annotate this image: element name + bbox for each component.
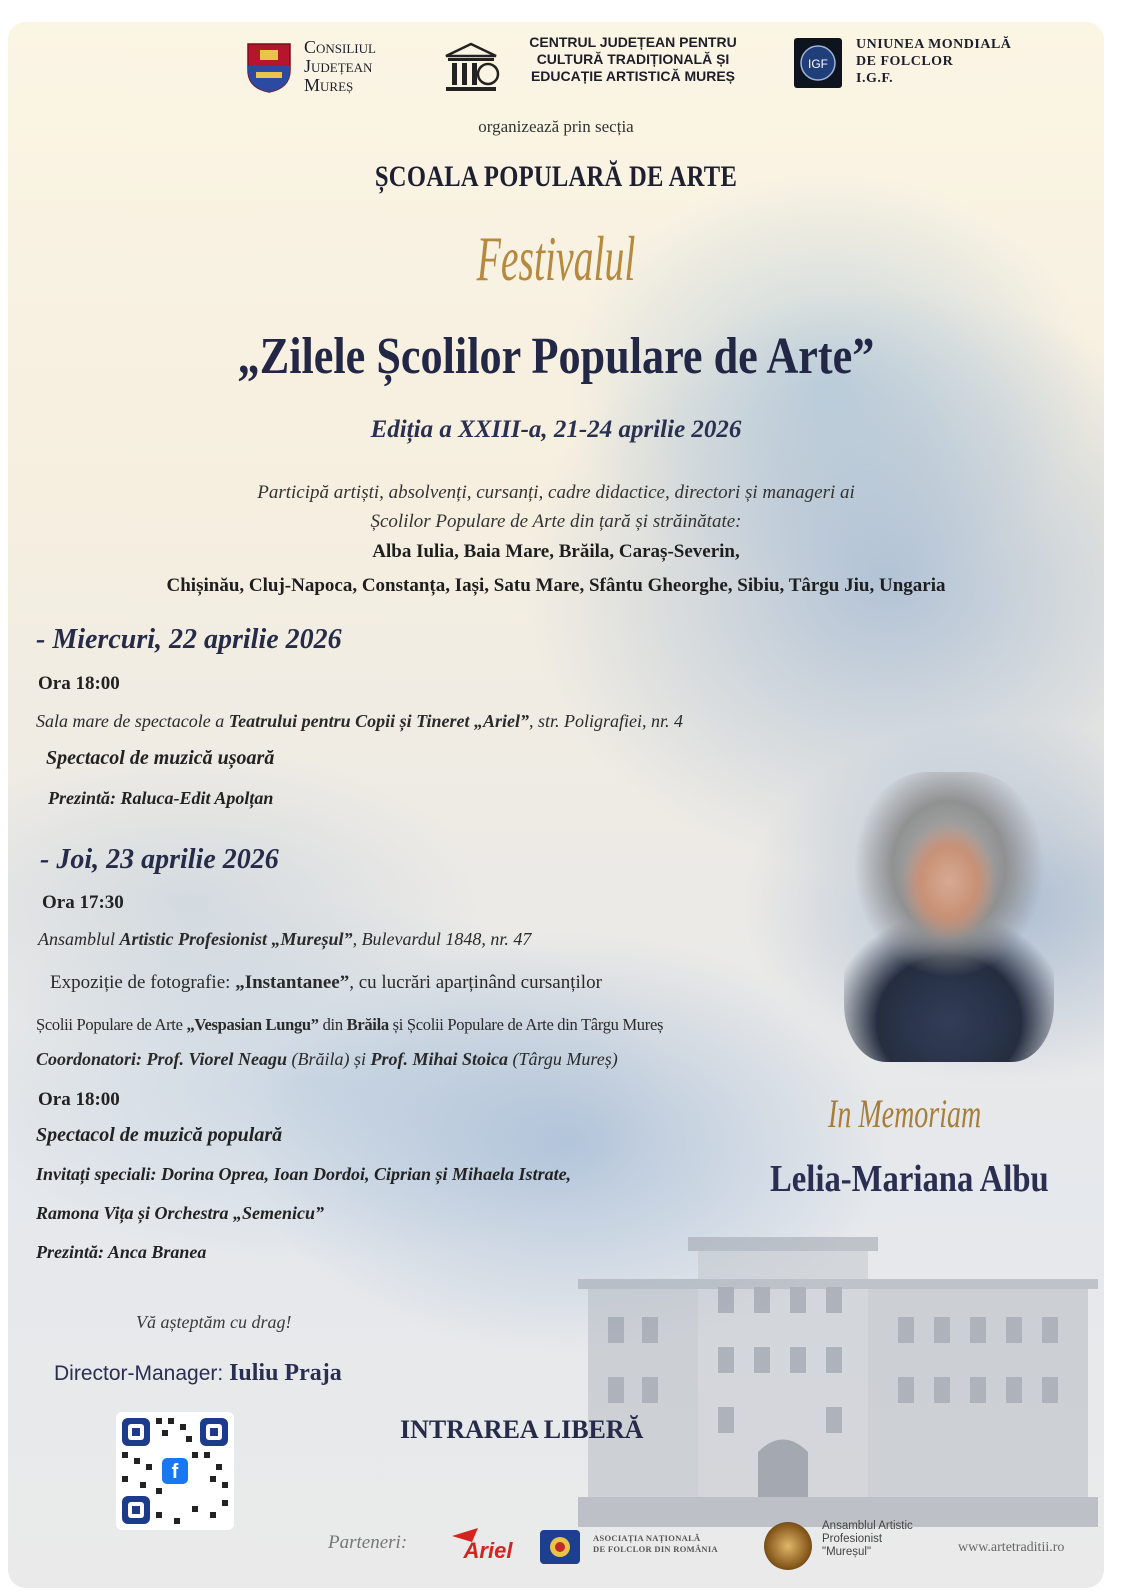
day1-venue-address: , str. Poligrafiei, nr. 4 xyxy=(529,711,684,731)
day2-guests-line-1: Invitați speciali: Dorina Oprea, Ioan Dordoi, Ciprian și Mihaela Istrate, xyxy=(36,1164,572,1184)
day1-time: Ora 18:00 xyxy=(38,673,120,694)
cultural-center-line: CULTURĂ TRADIȚIONALĂ ȘI xyxy=(536,51,730,67)
director-line xyxy=(54,1360,342,1387)
cultural-center-line: EDUCAȚIE ARTISTICĂ MUREȘ xyxy=(530,68,736,84)
cities-line-1: Alba Iulia, Baia Mare, Brăila, Caraș-Severin, xyxy=(372,541,740,562)
igf-line: UNIUNEA MONDIALĂ xyxy=(856,37,1012,52)
muresul-line: Ansamblul Artistic xyxy=(822,1520,913,1532)
schools-part: Brăila xyxy=(346,1015,389,1034)
ariel-logo-text: Ariel xyxy=(463,1538,513,1563)
participants-line-1: Participă artiști, absolvenți, cursanți, cadre didactice, directori și manageri ai xyxy=(257,482,855,503)
participants-line-2: Școlilor Populare de Arte din țară și străinătate: xyxy=(370,511,742,532)
day1-venue xyxy=(36,711,683,732)
edition-dates: Ediția a XXIII-a, 21-24 aprilie 2026 xyxy=(370,416,742,443)
day2-venue xyxy=(38,929,531,950)
day2-exhibition xyxy=(50,972,602,994)
coordinator-part: (Brăila) și xyxy=(287,1049,371,1069)
county-council-name xyxy=(304,38,376,95)
anf-line: ASOCIAȚIA NAȚIONALĂ xyxy=(593,1533,701,1543)
day2-venue-address: , Bulevardul 1848, nr. 47 xyxy=(352,929,532,949)
ariel-theatre-logo xyxy=(448,1522,528,1566)
director-name: Iuliu Praja xyxy=(229,1360,342,1386)
day1-presenter: Prezintă: Raluca-Edit Apolțan xyxy=(48,788,274,808)
day2-heading: - Joi, 23 aprilie 2026 xyxy=(40,844,279,875)
igf-line: I.G.F. xyxy=(856,71,894,86)
cities-line-2: Chișinău, Cluj-Napoca, Constanța, Iași, Satu Mare, Sfântu Gheorghe, Sibiu, Târgu Jiu, Ungaria xyxy=(166,575,946,596)
anf-line: DE FOLCLOR DIN ROMÂNIA xyxy=(593,1544,718,1554)
day2-show: Spectacol de muzică populară xyxy=(36,1124,283,1146)
school-title: ȘCOALA POPULARĂ DE ARTE xyxy=(374,160,738,193)
festival-label: Festivalul xyxy=(476,223,636,294)
website-link[interactable]: www.artetraditii.ro xyxy=(958,1540,1065,1555)
exhibition-prefix: Expoziție de fotografie: xyxy=(50,972,236,993)
free-entry-notice: INTRAREA LIBERĂ xyxy=(400,1415,644,1444)
anf-logo xyxy=(540,1530,580,1564)
county-council-line: Județean xyxy=(304,56,373,76)
igf-name xyxy=(856,36,1011,87)
coordinator-part: Prof. Mihai Stoica xyxy=(370,1049,509,1069)
day1-venue-name: Teatrului pentru Copii și Tineret „Ariel” xyxy=(228,711,529,731)
anf-emblem-icon xyxy=(540,1530,580,1564)
igf-badge-text: IGF xyxy=(808,57,828,71)
memoriam-name: Lelia-Mariana Albu xyxy=(770,1158,1049,1200)
exhibition-suffix: , cu lucrări aparținând cursanților xyxy=(349,972,602,993)
anf-name xyxy=(593,1533,718,1555)
theatre-building-image xyxy=(578,1227,1098,1527)
festival-poster xyxy=(8,22,1104,1588)
ansamblul-muresul-logo xyxy=(764,1522,812,1570)
igf-line: DE FOLCLOR xyxy=(856,54,954,69)
muresul-line: Profesionist xyxy=(822,1533,883,1545)
festival-title: „Zilele Școlilor Populare de Arte” xyxy=(237,328,875,385)
county-council-line: Consiliul xyxy=(304,37,376,57)
closing-invitation: Vă așteptăm cu drag! xyxy=(136,1312,292,1332)
schools-part: și Școlii Populare de Arte din Târgu Mureș xyxy=(388,1015,664,1034)
day2-guests-line-2: Ramona Vița și Orchestra „Semenicu” xyxy=(36,1203,325,1223)
ansamblul-muresul-name xyxy=(822,1520,913,1559)
day2-presenter: Prezintă: Anca Branea xyxy=(36,1242,207,1262)
in-memoriam-label: In Memoriam xyxy=(828,1091,982,1136)
schools-part: din xyxy=(318,1015,347,1034)
day2-time-2: Ora 18:00 xyxy=(38,1089,120,1110)
mures-county-crest-icon xyxy=(246,42,292,94)
memoriam-portrait xyxy=(844,772,1054,1062)
cultural-center-temple-icon xyxy=(442,40,500,94)
day2-time-1: Ora 17:30 xyxy=(42,892,124,913)
day2-venue-prefix: Ansamblul xyxy=(38,929,120,949)
cultural-center-line: CENTRUL JUDEȚEAN PENTRU xyxy=(529,34,737,50)
partners-label: Parteneri: xyxy=(328,1532,408,1553)
schools-part: „Vespasian Lungu” xyxy=(186,1015,319,1034)
igf-wreath-icon xyxy=(794,38,842,88)
exhibition-title: „Instantanee” xyxy=(235,972,350,993)
coordinator-part: Coordonatori: Prof. Viorel Neagu xyxy=(36,1049,288,1069)
county-council-line: Mureș xyxy=(304,75,354,95)
day1-venue-prefix: Sala mare de spectacole a xyxy=(36,711,229,731)
igf-logo xyxy=(794,38,842,88)
director-label: Director-Manager: xyxy=(54,1362,230,1385)
facebook-icon: f xyxy=(162,1458,188,1484)
cultural-center-name xyxy=(508,34,758,85)
day2-schools xyxy=(36,1015,663,1035)
day2-coordinators xyxy=(36,1049,618,1070)
schools-part: Școlii Populare de Arte xyxy=(36,1015,187,1034)
day1-heading: - Miercuri, 22 aprilie 2026 xyxy=(36,624,342,655)
day2-venue-name: Artistic Profesionist „Mureșul” xyxy=(119,929,353,949)
muresul-line: "Mureșul" xyxy=(822,1546,872,1558)
day1-show: Spectacol de muzică ușoară xyxy=(46,747,275,769)
organizer-line: organizează prin secția xyxy=(478,117,634,136)
coordinator-part: (Târgu Mureș) xyxy=(508,1049,618,1069)
